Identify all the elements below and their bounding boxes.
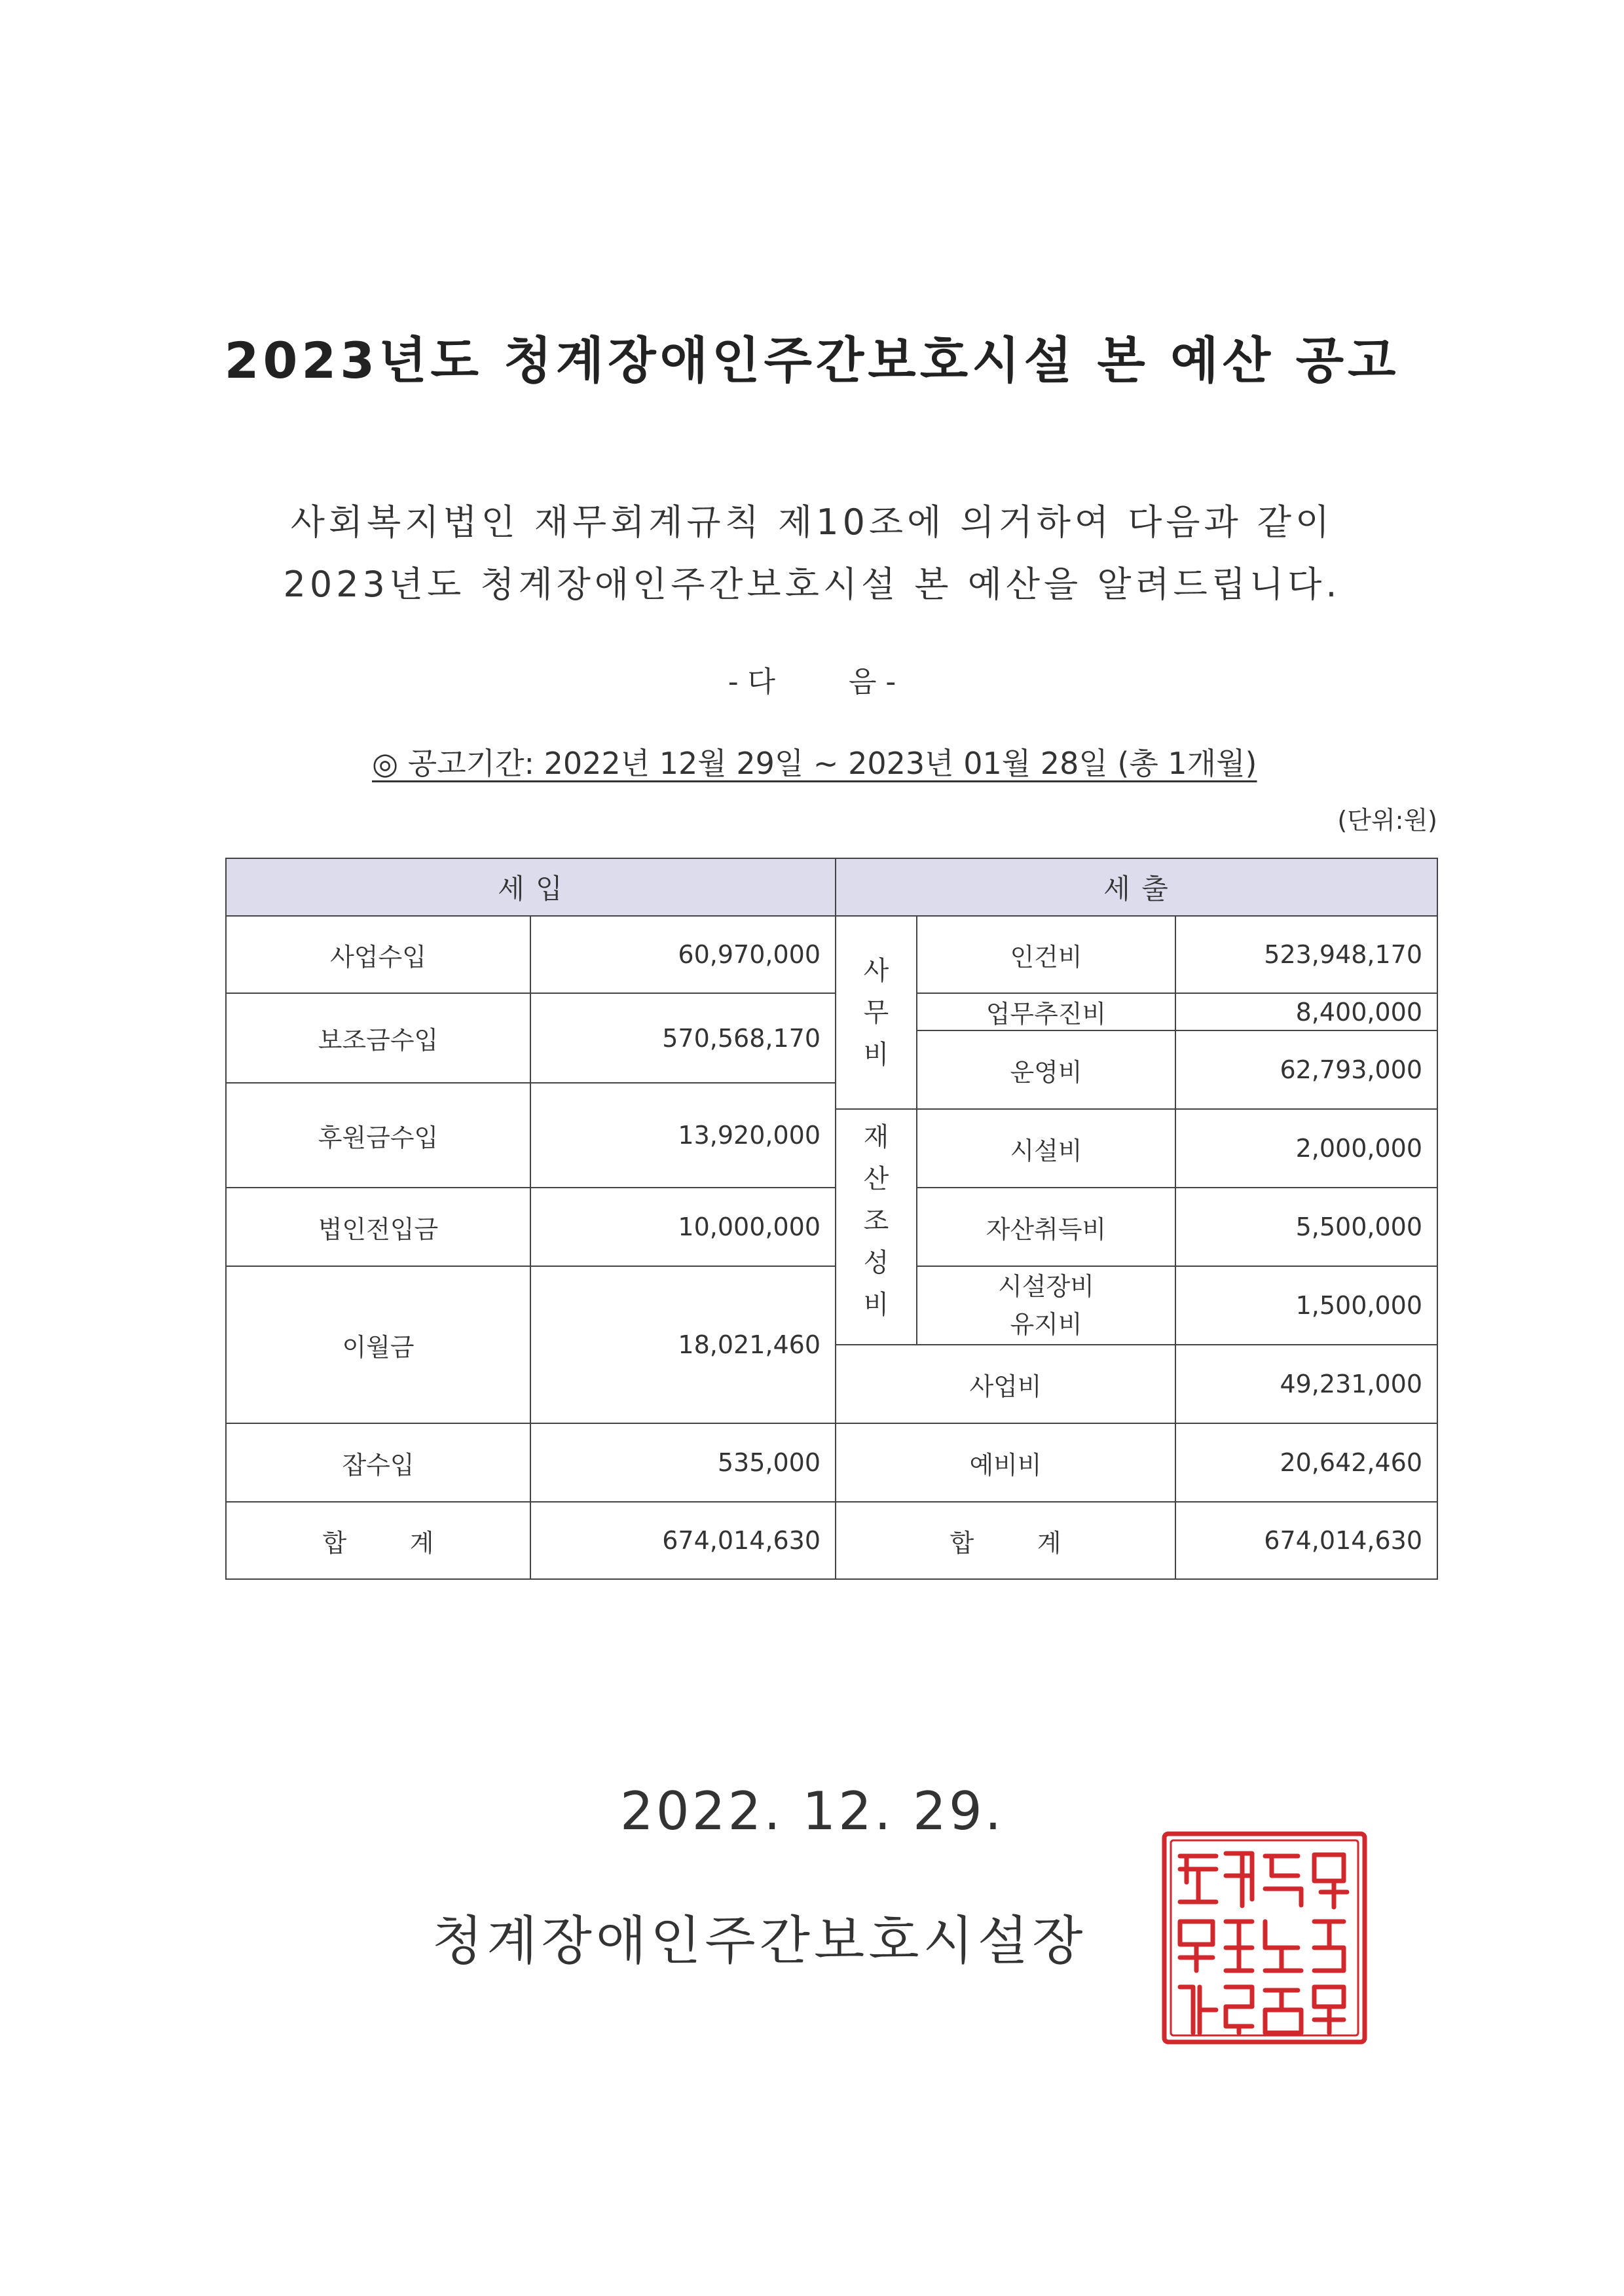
revenue-amount: 10,000,000 [530, 1188, 836, 1266]
revenue-label: 잡수입 [226, 1423, 530, 1502]
document-title: 2023년도 청계장애인주간보호시설 본 예산 공고 [224, 331, 1400, 390]
revenue-total-label: 합 계 [226, 1502, 530, 1579]
revenue-amount: 535,000 [530, 1423, 836, 1502]
revenue-amount: 60,970,000 [530, 916, 836, 993]
expense-label: 시설비 [917, 1109, 1175, 1188]
expense-label: 인건비 [917, 916, 1175, 993]
expense-group-asset: 재 산 조 성 비 [836, 1109, 917, 1345]
unit-label: (단위:원) [1337, 806, 1437, 835]
revenue-label: 후원금수입 [226, 1083, 530, 1188]
section-marker: - 다 음 - [728, 665, 896, 699]
expense-label: 시설장비 유지비 [917, 1266, 1175, 1345]
notice-date: 2022. 12. 29. [619, 1781, 1005, 1842]
revenue-header: 세 입 [226, 858, 836, 916]
budget-table [225, 858, 1438, 1580]
notice-period: ◎ 공고기간: 2022년 12월 29일 ~ 2023년 01월 28일 (총 1개월) [372, 746, 1257, 781]
revenue-amount: 570,568,170 [530, 993, 836, 1083]
expense-label: 예비비 [836, 1423, 1175, 1502]
expense-total-amount: 674,014,630 [1175, 1502, 1437, 1579]
expense-amount: 1,500,000 [1175, 1266, 1437, 1345]
revenue-label: 이월금 [226, 1266, 530, 1423]
expense-total-label: 합 계 [836, 1502, 1175, 1579]
expense-label: 운영비 [917, 1030, 1175, 1109]
official-seal [1160, 1830, 1369, 2046]
expense-amount: 49,231,000 [1175, 1345, 1437, 1423]
intro-line-2: 2023년도 청계장애인주간보호시설 본 예산을 알려드립니다. [283, 564, 1341, 605]
expense-header: 세 출 [836, 858, 1437, 916]
expense-label: 사업비 [836, 1345, 1175, 1423]
revenue-label: 사업수입 [226, 916, 530, 993]
revenue-label: 보조금수입 [226, 993, 530, 1083]
revenue-amount: 18,021,460 [530, 1266, 836, 1423]
revenue-label: 법인전입금 [226, 1188, 530, 1266]
expense-group-office: 사 무 비 [836, 916, 917, 1109]
expense-amount: 62,793,000 [1175, 1030, 1437, 1109]
expense-label: 자산취득비 [917, 1188, 1175, 1266]
expense-amount: 20,642,460 [1175, 1423, 1437, 1502]
expense-label: 업무추진비 [917, 993, 1175, 1030]
expense-amount: 8,400,000 [1175, 993, 1437, 1030]
revenue-amount: 13,920,000 [530, 1083, 836, 1188]
intro-line-1: 사회복지법인 재무회계규칙 제10조에 의거하여 다음과 같이 [290, 501, 1334, 543]
revenue-total-amount: 674,014,630 [530, 1502, 836, 1579]
expense-amount: 523,948,170 [1175, 916, 1437, 993]
expense-amount: 2,000,000 [1175, 1109, 1437, 1188]
expense-amount: 5,500,000 [1175, 1188, 1437, 1266]
organization-signature: 청계장애인주간보호시설장 [432, 1910, 1087, 1971]
